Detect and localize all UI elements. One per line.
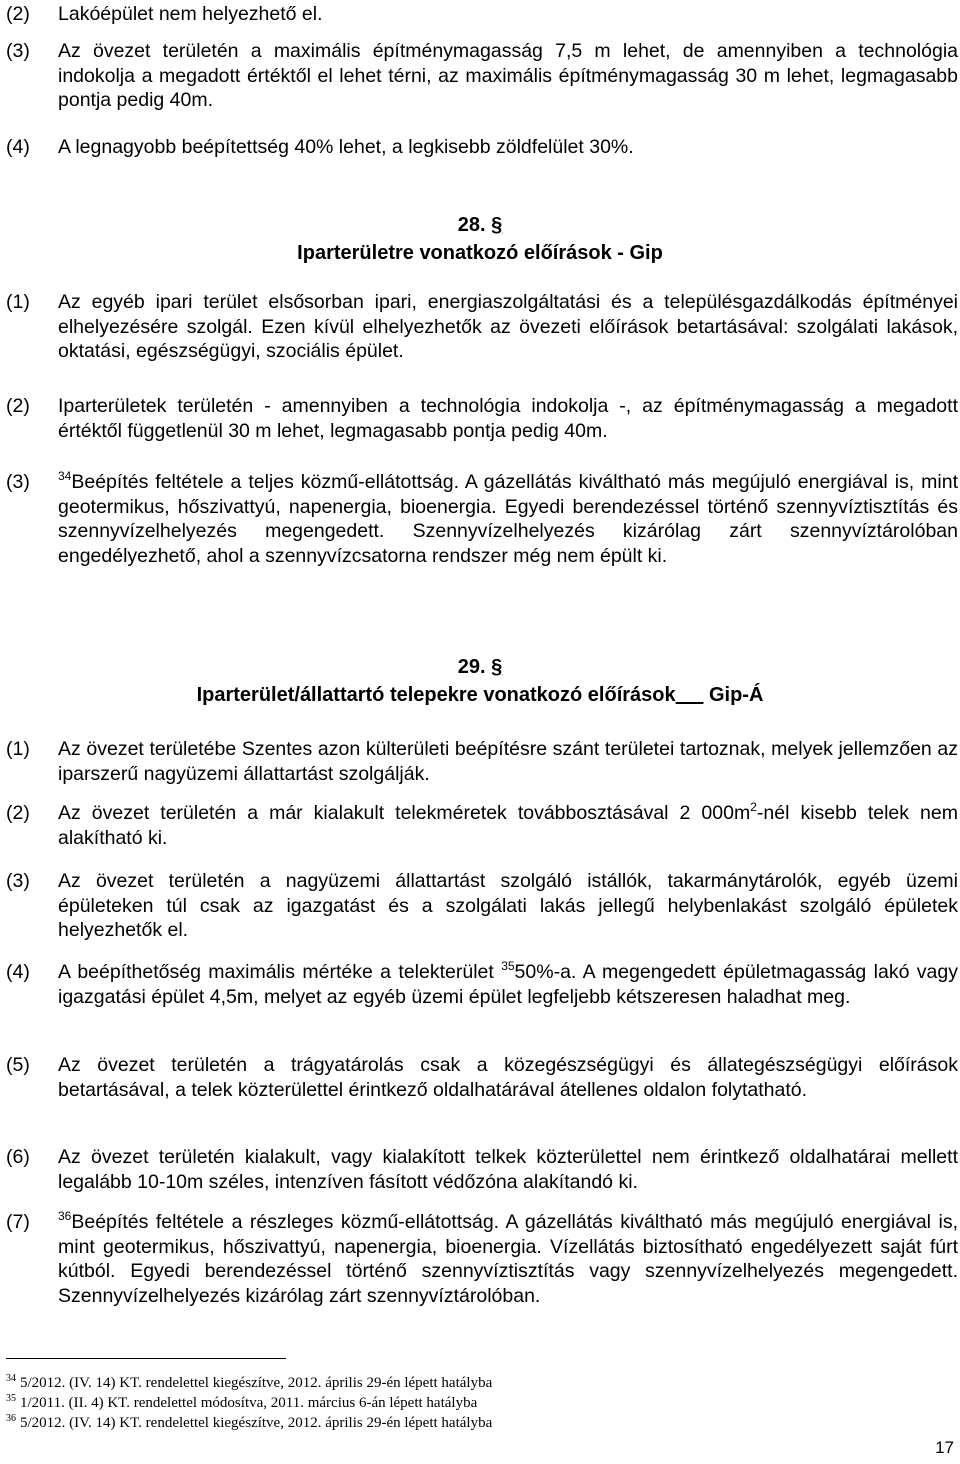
footnote-35 (6, 1390, 477, 1412)
footnote-separator (6, 1358, 286, 1359)
paragraph-text: Az egyéb ipari terület elsősorban ipari, energiaszolgáltatási és a településgazdálkodás építményei elhelyezésére szolgál. Ezen kívül elhelyezhetők az övezeti előírások betartásával: szolgálati lakások, oktatási, egészségügyi, szociális épület. (58, 291, 958, 362)
footnote-ref-34: 34 (58, 469, 72, 483)
section-title-code: Gip-Á (703, 684, 764, 706)
paragraph-number: (2) (6, 802, 30, 824)
paragraph-number: (4) (6, 961, 30, 983)
paragraph-number: (1) (6, 738, 30, 760)
section-number: 29. (457, 656, 486, 678)
footnote-ref-35: 35 (501, 959, 515, 973)
paragraph-number: (4) (6, 136, 30, 158)
section-29-paragraph-2 (6, 801, 958, 850)
paragraph-number: (1) (6, 291, 30, 313)
paragraph-text: Iparterületek területén - amennyiben a technológia indokolja -, az építménymagasság a megadott értéktől függetlenül 30 m lehet, legmagasabb pontja pedig 40m. (58, 395, 958, 442)
section-29-heading (0, 653, 960, 709)
footnote-text: 1/2011. (II. 4) KT. rendelettel módosítva, 2011. március 6-án lépett hatályba (20, 1395, 478, 1411)
paragraph-text-b: 50%-a. A megengedett épületmagasság lakó vagy igazgatási épület 4,5m, melyet az egyéb üzemi épület legfeljebb kétszeresen haladhat meg. (58, 961, 958, 1008)
paragraph-text: Az övezet területén a nagyüzemi állattartást szolgáló istállók, takarmánytárolók, egyéb üzemi épületeken túl csak az igazgatást és a szolgálati lakás jellegű helybenlakást szolgáló épületek helyezhetők el. (58, 870, 958, 941)
footnote-text: 5/2012. (IV. 14) KT. rendelettel kiegészítve, 2012. április 29-én lépett hatályba (20, 1415, 493, 1431)
section-symbol: § (491, 214, 503, 236)
paragraph-3-top (6, 39, 958, 113)
section-title: Iparterületre vonatkozó előírások - Gip (297, 242, 663, 264)
paragraph-number: (3) (6, 471, 30, 493)
paragraph-text: A legnagyobb beépítettség 40% lehet, a legkisebb zöldfelület 30%. (58, 136, 634, 158)
section-29-paragraph-1 (6, 737, 958, 786)
section-28-paragraph-1 (6, 290, 958, 364)
section-29-paragraph-3 (6, 869, 958, 943)
superscript-2: 2 (750, 800, 757, 814)
paragraph-text: Az övezet területébe Szentes azon külterületi beépítésre szánt területei tartoznak, melyek jellemzően az iparszerű nagyüzemi állattartást szolgálják. (58, 738, 958, 785)
paragraph-text (58, 801, 958, 850)
section-28-heading (0, 211, 960, 267)
footnote-mark: 35 (6, 1393, 16, 1404)
paragraph-text-content: Beépítés feltétele a részleges közmű-ellátottság. A gázellátás kiváltható más megújuló energiával is, mint geotermikus, hőszivattyú, napenergia, bioenergia. Vízellátás biztosítható engedélyezett saját fúrt kútból. Egyedi berendezéssel történő szennyvíztisztítás vagy szennyvízelhelyezés megengedett. Szennyvízelhelyezés kizárólag zárt szennyvíztárolóban. (58, 1211, 958, 1307)
paragraph-text: Lakóépület nem helyezhető el. (58, 3, 323, 25)
paragraph-number: (6) (6, 1146, 30, 1168)
paragraph-2-top (6, 2, 958, 27)
paragraph-text-b: -nél kisebb telek nem alakítható ki. (58, 802, 958, 849)
paragraph-number: (2) (6, 3, 30, 25)
paragraph-text: Az övezet területén kialakult, vagy kialakított telkek közterülettel nem érintkező oldalhatárai mellett legalább 10-10m széles, intenzíven fásított védőzóna alakítandó ki. (58, 1146, 958, 1193)
paragraph-4-top (6, 135, 958, 160)
footnote-34 (6, 1370, 492, 1392)
section-symbol: § (491, 656, 503, 678)
paragraph-text-content: Beépítés feltétele a teljes közmű-ellátottság. A gázellátás kiváltható más megújuló energiával is, mint geotermikus, hőszivattyú, napenergia, bioenergia. Egyedi berendezéssel történő szennyvíztisztítás és szennyvízelhelyezés megengedett. Szennyvízelhelyezés kizárólag zárt szennyvíztárolóban engedélyezhető, ahol a szennyvízcsatorna rendszer még nem épült ki. (58, 471, 958, 567)
paragraph-text-a: Az övezet területén a már kialakult telekméretek továbbosztásával 2 000m (58, 802, 751, 824)
section-29-paragraph-6 (6, 1145, 958, 1194)
section-28-paragraph-3 (6, 470, 958, 568)
paragraph-number: (3) (6, 870, 30, 892)
paragraph-number: (5) (6, 1054, 30, 1076)
footnote-mark: 36 (6, 1413, 16, 1424)
section-number: 28. (457, 214, 486, 236)
paragraph-text (58, 1210, 958, 1308)
paragraph-text: Az övezet területén a maximális építménymagasság 7,5 m lehet, de amennyiben a technológia indokolja a megadott értéktől el lehet térni, az maximális építménymagasság 30 m lehet, legmagasabb pontja pedig 40m. (58, 40, 958, 111)
paragraph-text (58, 960, 958, 1009)
page-number: 17 (935, 1438, 954, 1457)
section-title-main: Iparterület/állattartó telepekre vonatkozó előírások (196, 684, 676, 706)
section-title (0, 681, 960, 709)
footnote-text: 5/2012. (IV. 14) KT. rendelettel kiegészítve, 2012. április 29-én lépett hatályba (20, 1375, 493, 1391)
section-28-paragraph-2 (6, 394, 958, 443)
paragraph-number: (3) (6, 40, 30, 62)
title-dash (676, 684, 704, 706)
paragraph-number: (7) (6, 1211, 30, 1233)
footnote-36 (6, 1410, 492, 1432)
section-29-paragraph-4 (6, 960, 958, 1009)
section-29-paragraph-5 (6, 1053, 958, 1102)
paragraph-text (58, 470, 958, 568)
footnote-ref-36: 36 (58, 1209, 72, 1223)
section-29-paragraph-7 (6, 1210, 958, 1308)
paragraph-text: Az övezet területén a trágyatárolás csak a közegészségügyi és állategészségügyi előírások betartásával, a telek közterülettel érintkező oldalhatárával átellenes oldalon folytatható. (58, 1054, 958, 1101)
footnote-mark: 34 (6, 1373, 16, 1384)
paragraph-text-a: A beépíthetőség maximális mértéke a telekterület (58, 961, 502, 983)
paragraph-number: (2) (6, 395, 30, 417)
